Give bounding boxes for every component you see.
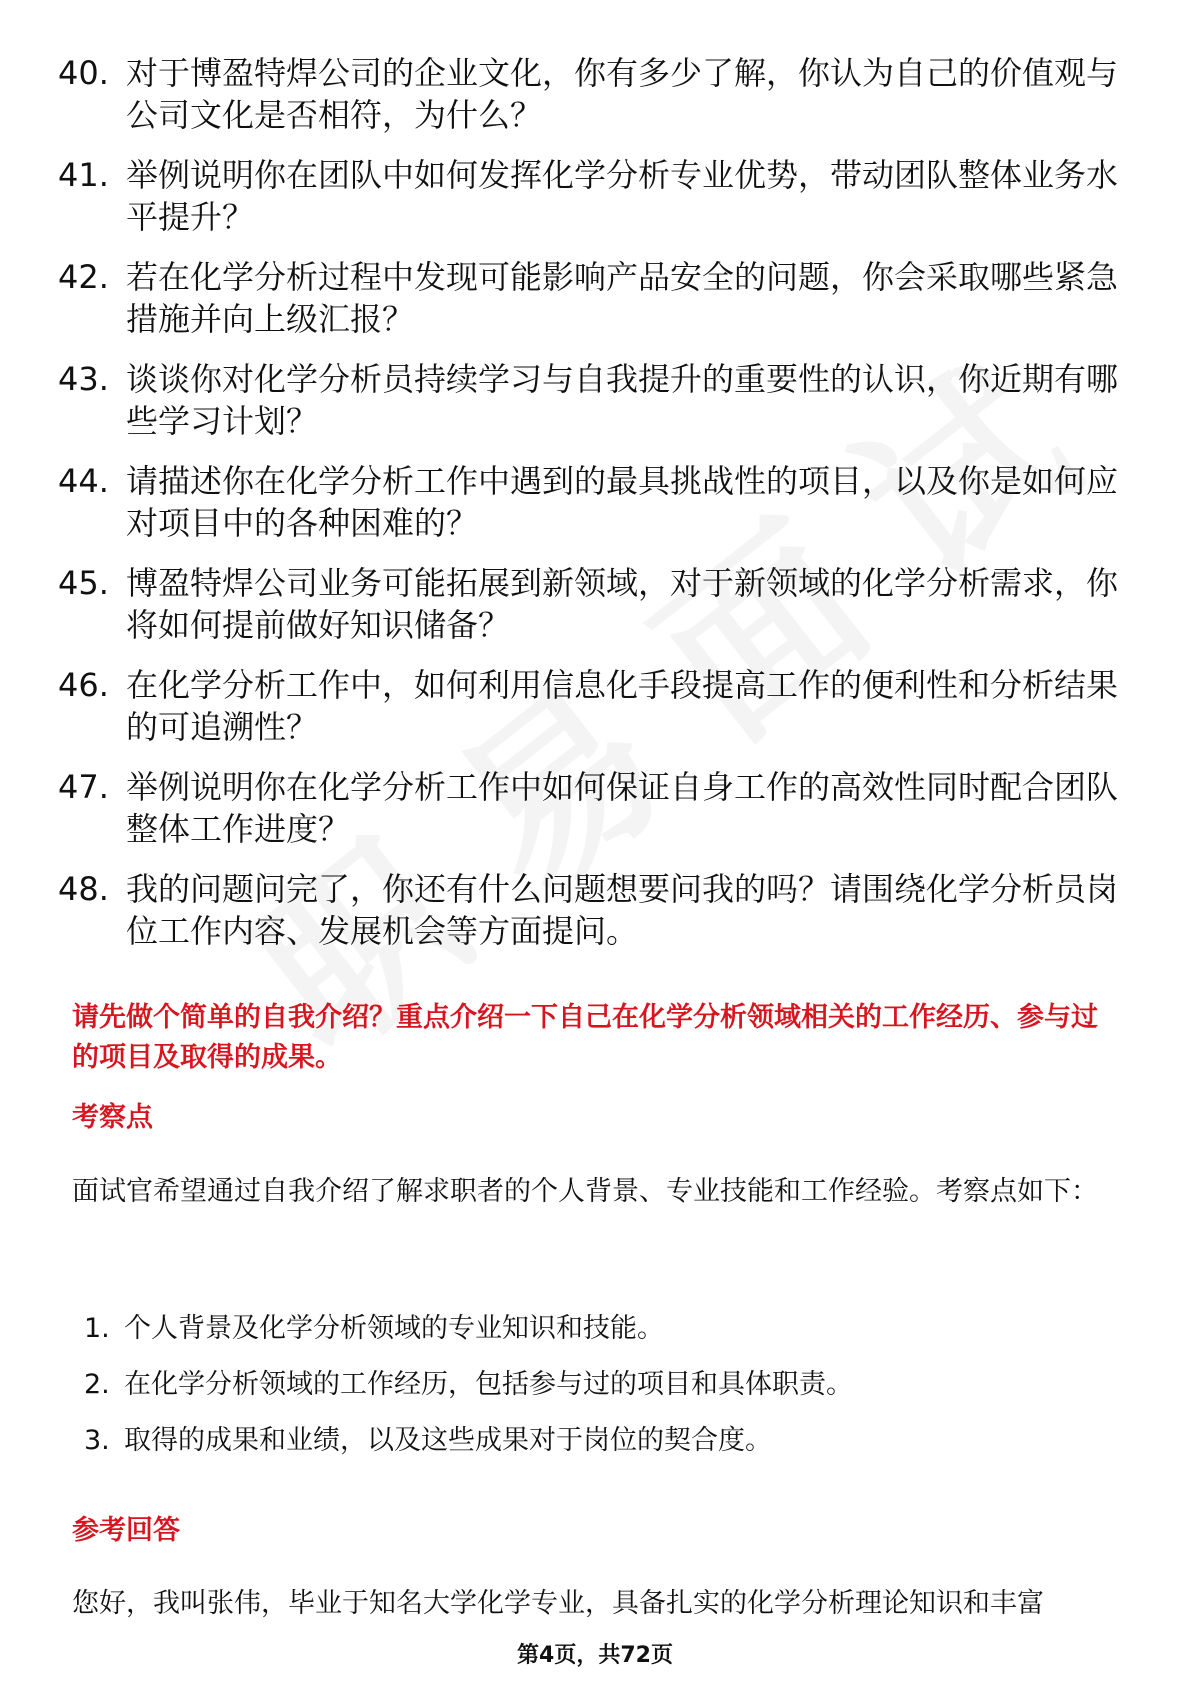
question-text: 博盈特焊公司业务可能拓展到新领域，对于新领域的化学分析需求，你将如何提前做好知识储备？	[126, 564, 1119, 644]
question-item	[58, 868, 1138, 952]
question-number: 48.	[58, 870, 109, 908]
list-item-text: 在化学分析领域的工作经历，包括参与过的项目和具体职责。	[124, 1369, 853, 1400]
question-text: 举例说明你在团队中如何发挥化学分析专业优势，带动团队整体业务水平提升？	[126, 156, 1119, 236]
list-item	[84, 1366, 853, 1404]
question-list	[58, 52, 1138, 970]
question-number: 43.	[58, 360, 109, 398]
question-item	[58, 766, 1138, 850]
question-number: 46.	[58, 666, 109, 704]
question-number: 41.	[58, 156, 109, 194]
question-text: 举例说明你在化学分析工作中如何保证自身工作的高效性同时配合团队整体工作进度？	[126, 768, 1119, 848]
question-text: 对于博盈特焊公司的企业文化，你有多少了解，你认为自己的价值观与公司文化是否相符，为什么？	[126, 54, 1119, 134]
question-item	[58, 460, 1138, 544]
question-item	[58, 562, 1138, 646]
question-item	[58, 358, 1138, 442]
list-item	[84, 1422, 853, 1460]
question-text: 我的问题问完了，你还有什么问题想要问我的吗？请围绕化学分析员岗位工作内容、发展机会等方面提问。	[126, 870, 1119, 950]
list-item-text: 个人背景及化学分析领域的专业知识和技能。	[124, 1313, 664, 1344]
question-text: 请描述你在化学分析工作中遇到的最具挑战性的项目，以及你是如何应对项目中的各种困难的？	[126, 462, 1119, 542]
section-title-kaochadian: 考察点	[72, 1102, 153, 1133]
list-item-text: 取得的成果和业绩，以及这些成果对于岗位的契合度。	[124, 1425, 772, 1456]
question-number: 40.	[58, 54, 109, 92]
list-item-number: 2.	[84, 1369, 110, 1400]
question-item	[58, 52, 1138, 136]
question-text: 谈谈你对化学分析员持续学习与自我提升的重要性的认识，你近期有哪些学习计划？	[126, 360, 1119, 440]
question-item	[58, 664, 1138, 748]
question-item	[58, 154, 1138, 238]
list-item	[84, 1310, 853, 1348]
question-text: 若在化学分析过程中发现可能影响产品安全的问题，你会采取哪些紧急措施并向上级汇报？	[126, 258, 1119, 338]
page-footer: 第4页，共72页	[517, 1643, 673, 1668]
question-text: 在化学分析工作中，如何利用信息化手段提高工作的便利性和分析结果的可追溯性？	[126, 666, 1119, 746]
kaochadian-intro: 面试官希望通过自我介绍了解求职者的个人背景、专业技能和工作经验。考察点如下：	[72, 1176, 1098, 1207]
kaochadian-list	[84, 1310, 853, 1478]
question-number: 42.	[58, 258, 109, 296]
question-number: 44.	[58, 462, 109, 500]
question-item	[58, 256, 1138, 340]
highlighted-question: 请先做个简单的自我介绍？重点介绍一下自己在化学分析领域相关的工作经历、参与过的项目及取得的成果。	[72, 1002, 1098, 1073]
question-number: 45.	[58, 564, 109, 602]
question-number: 47.	[58, 768, 109, 806]
list-item-number: 3.	[84, 1425, 110, 1456]
answer-text: 您好，我叫张伟，毕业于知名大学化学专业，具备扎实的化学分析理论知识和丰富	[72, 1588, 1044, 1619]
section-title-answer: 参考回答	[72, 1515, 180, 1546]
list-item-number: 1.	[84, 1313, 110, 1344]
